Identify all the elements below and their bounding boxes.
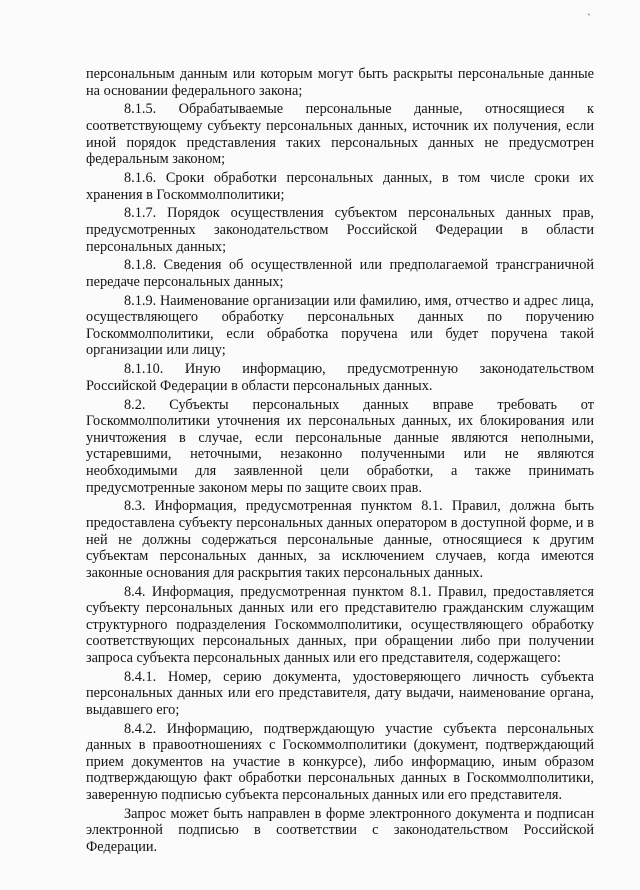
paragraph-8-4-2: 8.4.2. Информацию, подтверждающую участие субъекта персональных данных в правоотношениях с Госкоммолполитики (документ, подтверждающий прием документов на участие в конкурсе), либо информацию, иным образом подтверждающую факт обработки персональных данных в Госкоммолполитики, заверенную подписью субъекта персональных данных или его представителя.: [86, 720, 594, 803]
paragraph-8-1-6: 8.1.6. Сроки обработки персональных данных, в том числе сроки их хранения в Госкоммолполитики;: [86, 169, 594, 203]
paragraph-8-1-10: 8.1.10. Иную информацию, предусмотренную законодательством Российской Федерации в области персональных данных.: [86, 361, 594, 394]
paragraph-8-1-9: 8.1.9. Наименование организации или фамилию, имя, отчество и адрес лица, осуществляющего обработку персональных данных по поручению Госкоммолполитики, если обработка поручена или будет поручена такой организации или лицу;: [86, 292, 594, 359]
paragraph-8-2: 8.2. Субъекты персональных данных вправе требовать от Госкоммолполитики уточнения их персональных данных, их блокирования или уничтожения в случае, если персональные данные являются неполными, устаревшими, неточными, незаконно полученными или не являются необходимыми для заявленной цели обработки, а также принимать предусмотренные законом меры по защите своих прав.: [86, 396, 594, 496]
corner-mark: `: [587, 11, 591, 25]
paragraph-continuation: персональным данным или которым могут быть раскрыты персональные данные на основании федерального закона;: [86, 66, 594, 99]
document-body: [86, 66, 594, 858]
paragraph-8-1-7: 8.1.7. Порядок осуществления субъектом персональных данных прав, предусмотренных законодательством Российской Федерации в области персональных данных;: [86, 205, 594, 255]
paragraph-8-4: 8.4. Информация, предусмотренная пунктом 8.1. Правил, предоставляется субъекту персональных данных или его представителю гражданским служащим структурного подразделения Госкоммолполитики, осуществляющего обработку соответствующих персональных данных, при обращении либо при получении запроса субъекта персональных данных или его представителя, содержащего:: [86, 583, 594, 666]
paragraph-8-3: 8.3. Информация, предусмотренная пунктом 8.1. Правил, должна быть предоставлена субъекту персональных данных оператором в доступной форме, и в ней не должны содержаться персональные данные, относящиеся к другим субъектам персональных данных, за исключением случаев, когда имеются законные основания для раскрытия таких персональных данных.: [86, 498, 594, 581]
paragraph-8-4-1: 8.4.1. Номер, серию документа, удостоверяющего личность субъекта персональных данных или его представителя, дату выдачи, наименование органа, выдавшего его;: [86, 668, 594, 718]
paragraph-request: Запрос может быть направлен в форме электронного документа и подписан электронной подписью в соответствии с законодательством Российской Федерации.: [86, 805, 594, 855]
paragraph-8-1-8: 8.1.8. Сведения об осуществленной или предполагаемой трансграничной передаче персональных данных;: [86, 257, 594, 290]
paragraph-8-1-5: 8.1.5. Обрабатываемые персональные данные, относящиеся к соответствующему субъекту персональных данных, источник их получения, если иной порядок представления таких персональных данных не предусмотрен федеральным законом;: [86, 101, 594, 168]
